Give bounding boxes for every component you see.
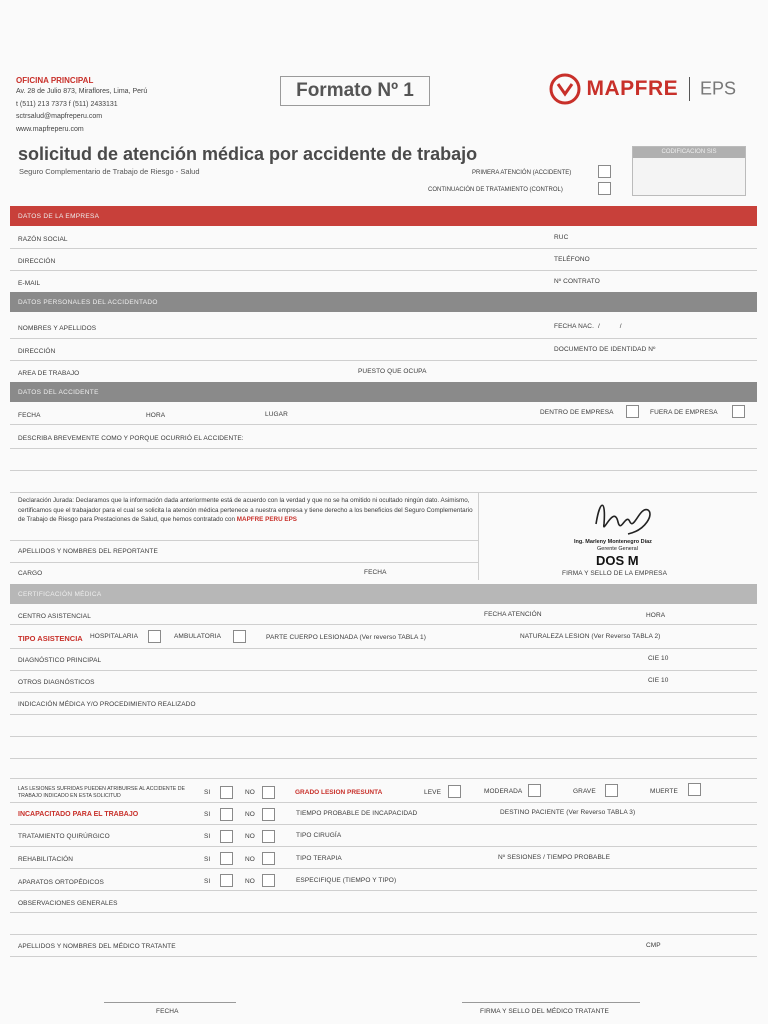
orthopedic-no-label: NO	[245, 878, 255, 885]
death-label: MUERTE	[650, 788, 678, 795]
hospital-label: HOSPITALARIA	[90, 633, 139, 640]
attributable-no-label: NO	[245, 789, 255, 796]
declaration-text	[18, 496, 476, 525]
body-part-label: PARTE CUERPO LESIONADA (Ver reverso TABLA 1)	[266, 634, 426, 641]
incapacitated-label: INCAPACITADO PARA EL TRABAJO	[18, 811, 139, 818]
phone-label: TELÉFONO	[554, 256, 590, 263]
incapacitated-no-label: NO	[245, 811, 255, 818]
razon-social-label: RAZÓN SOCIAL	[18, 236, 68, 243]
inside-company-checkbox[interactable]	[626, 405, 639, 418]
rehab-no-label: NO	[245, 856, 255, 863]
rehab-no-checkbox[interactable]	[262, 852, 275, 865]
accident-date-label: FECHA	[18, 412, 41, 419]
first-attention-checkbox[interactable]	[598, 165, 611, 178]
codification-box	[632, 146, 746, 196]
rehab-yes-checkbox[interactable]	[220, 852, 233, 865]
severity-label: GRADO LESION PRESUNTA	[295, 789, 383, 796]
specify-label: ESPECIFIQUE (TIEMPO Y TIPO)	[296, 877, 397, 884]
mild-label: LEVE	[424, 789, 442, 796]
orthopedic-label: APARATOS ORTOPÉDICOS	[18, 879, 104, 886]
place-label: LUGAR	[265, 411, 288, 418]
office-phones: t (511) 213 7373 f (511) 2433131	[16, 100, 118, 108]
logo-brand: MAPFRE	[586, 77, 679, 100]
therapy-type-label: TIPO TERAPIA	[296, 855, 342, 862]
declaration-body: Declaración Jurada: Declaramos que la información dada anteriormente está de acuerdo con la verdad y que no se ha omitido ni ocultado ningún dato. Asimismo, certificamos que el trabajador para el cual se solicita la atención médica pertenece a nuestra empresa y tiene derecho a los beneficios del Seguro Complementario de Trabajo de Riesgo para Prestaciones de Salud, que hemos contratado con	[18, 497, 473, 523]
company-signature-label: FIRMA Y SELLO DE LA EMPRESA	[562, 570, 668, 577]
assistance-type-label: TIPO ASISTENCIA	[18, 634, 83, 643]
continuation-label: CONTINUACIÓN DE TRATAMIENTO (CONTROL)	[428, 187, 563, 193]
form-title: solicitud de atención médica por accidente de trabajo	[18, 144, 478, 164]
attributable-yes-label: SI	[204, 789, 211, 796]
ambulatory-label: AMBULATORIA	[174, 633, 222, 640]
birth-date-value: / /	[598, 323, 622, 330]
orthopedic-no-checkbox[interactable]	[262, 874, 275, 887]
accident-time-label: HORA	[146, 412, 166, 419]
codification-label: CODIFICACION SIS	[633, 147, 745, 158]
logo-divider	[689, 77, 690, 101]
surgical-label: TRATAMIENTO QUIRÚRGICO	[18, 833, 110, 840]
observations-label: OBSERVACIONES GENERALES	[18, 900, 118, 907]
signature-graphic	[588, 494, 658, 544]
mapfre-emblem-icon	[548, 72, 582, 106]
surgical-yes-checkbox[interactable]	[220, 830, 233, 843]
indication-label: INDICACIÓN MÉDICA Y/O PROCEDIMIENTO REALIZADO	[18, 701, 196, 708]
death-checkbox[interactable]	[688, 783, 701, 796]
incapacitated-yes-checkbox[interactable]	[220, 808, 233, 821]
sessions-label: Nº SESIONES / TIEMPO PROBABLE	[498, 854, 611, 861]
main-diagnosis-label: DIAGNÓSTICO PRINCIPAL	[18, 657, 102, 664]
first-attention-label: PRIMERA ATENCIÓN (ACCIDENTE)	[472, 170, 572, 176]
attention-date-label: FECHA ATENCIÓN	[484, 611, 542, 618]
names-label: NOMBRES Y APELLIDOS	[18, 325, 97, 332]
company-address-label: DIRECCIÓN	[18, 258, 56, 265]
surgical-no-label: NO	[245, 833, 255, 840]
office-address: Av. 28 de Julio 873, Miraflores, Lima, Perú	[16, 88, 148, 95]
moderate-checkbox[interactable]	[528, 784, 541, 797]
injury-nature-label: NATURALEZA LESION (Ver Reverso TABLA 2)	[520, 633, 661, 640]
reporter-label: APELLIDOS Y NOMBRES DEL REPORTANTE	[18, 548, 158, 555]
surgical-no-checkbox[interactable]	[262, 830, 275, 843]
severe-checkbox[interactable]	[605, 784, 618, 797]
ambulatory-checkbox[interactable]	[233, 630, 246, 643]
accident-section-header: DATOS DEL ACCIDENTE	[10, 382, 757, 402]
mapfre-logo	[548, 72, 736, 106]
declaration-date-label: FECHA	[364, 569, 387, 576]
describe-label: DESCRIBA BREVEMENTE COMO Y PORQUE OCURRIÓ EL ACCIDENTE:	[18, 435, 244, 442]
rehab-yes-label: SI	[204, 856, 211, 863]
doctor-name-label: APELLIDOS Y NOMBRES DEL MÉDICO TRATANTE	[18, 943, 176, 950]
surgical-yes-label: SI	[204, 833, 211, 840]
severe-label: GRAVE	[573, 788, 596, 795]
attributable-label: LAS LESIONES SUFRIDAS PUEDEN ATRIBUIRSE AL ACCIDENTE DE TRABAJO INDICADO EN ESTA SOLICITUD	[18, 786, 185, 799]
footer-date-label: FECHA	[156, 1008, 179, 1015]
charge-label: CARGO	[18, 570, 43, 577]
office-address-block	[16, 86, 147, 136]
company-stamp: DOS M	[596, 553, 639, 568]
ruc-label: RUC	[554, 234, 569, 241]
surgery-type-label: TIPO CIRUGÍA	[296, 832, 342, 839]
doctor-signature-label: FIRMA Y SELLO DEL MÉDICO TRATANTE	[480, 1008, 609, 1015]
position-label: PUESTO QUE OCUPA	[358, 368, 427, 375]
office-title: OFICINA PRINCIPAL	[16, 76, 94, 85]
patient-destination-label: DESTINO PACIENTE (Ver Reverso TABLA 3)	[500, 809, 636, 816]
work-area-label: AREA DE TRABAJO	[18, 370, 80, 377]
incapacitated-no-checkbox[interactable]	[262, 808, 275, 821]
cie-main-label: CIE 10	[648, 655, 669, 662]
medical-section-header: CERTIFICACIÓN MÉDICA	[10, 584, 757, 604]
orthopedic-yes-checkbox[interactable]	[220, 874, 233, 887]
other-diagnosis-label: OTROS DIAGNÓSTICOS	[18, 679, 95, 686]
cie-other-label: CIE 10	[648, 677, 669, 684]
outside-company-checkbox[interactable]	[732, 405, 745, 418]
id-document-label: DOCUMENTO DE IDENTIDAD Nº	[554, 346, 656, 353]
company-section-header: DATOS DE LA EMPRESA	[10, 206, 757, 226]
rehab-label: REHABILITACIÓN	[18, 856, 74, 863]
birth-date-label: FECHA NAC.	[554, 323, 595, 330]
incapacitated-yes-label: SI	[204, 811, 211, 818]
declaration-company: MAPFRE PERU EPS	[236, 516, 297, 523]
contract-label: Nº CONTRATO	[554, 278, 600, 285]
person-section-header: DATOS PERSONALES DEL ACCIDENTADO	[10, 292, 757, 312]
inside-company-label: DENTRO DE EMPRESA	[540, 409, 614, 416]
center-label: CENTRO ASISTENCIAL	[18, 613, 91, 620]
attributable-yes-checkbox[interactable]	[220, 786, 233, 799]
mild-checkbox[interactable]	[448, 785, 461, 798]
office-web: www.mapfreperu.com	[16, 125, 84, 133]
signer-name: Ing. Marleny Montenegro Díaz	[574, 539, 652, 545]
continuation-checkbox[interactable]	[598, 182, 611, 195]
formato-box: Formato Nº 1	[280, 76, 430, 106]
orthopedic-yes-label: SI	[204, 878, 211, 885]
form-subtitle: Seguro Complementario de Trabajo de Riesgo - Salud	[19, 167, 200, 176]
logo-suffix: EPS	[700, 78, 737, 99]
person-address-label: DIRECCIÓN	[18, 348, 56, 355]
attributable-no-checkbox[interactable]	[262, 786, 275, 799]
company-email-label: E-MAIL	[18, 280, 41, 287]
attention-time-label: HORA	[646, 612, 666, 619]
cmp-label: CMP	[646, 942, 661, 949]
office-email: sctrsalud@mapfreperu.com	[16, 113, 103, 120]
signer-role: Gerente General	[597, 546, 638, 552]
hospital-checkbox[interactable]	[148, 630, 161, 643]
moderate-label: MODERADA	[484, 788, 523, 795]
incapacity-time-label: TIEMPO PROBABLE DE INCAPACIDAD	[296, 810, 418, 817]
outside-company-label: FUERA DE EMPRESA	[650, 409, 718, 416]
